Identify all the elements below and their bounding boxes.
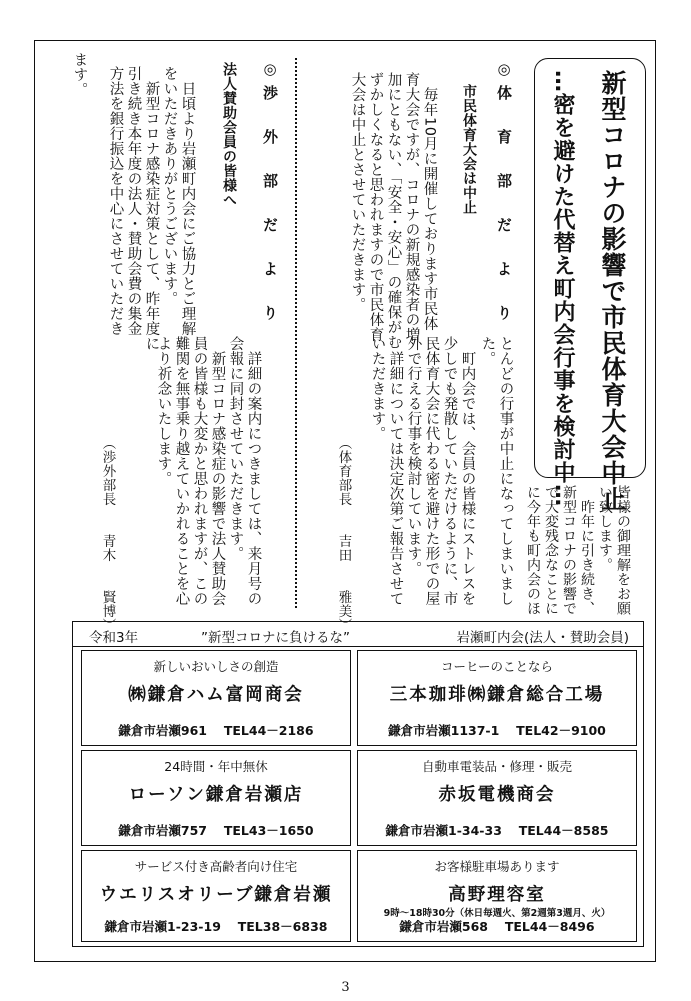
- taiiku-line: 育大会ですが、コロナの新規感染者の増: [403, 72, 420, 342]
- text-line: で大変残念なことに: [543, 485, 559, 616]
- shougai-line: をいただきありがとうございます。: [161, 66, 178, 306]
- sponsor-header-slogan: ”新型コロナに負けるな”: [201, 630, 350, 646]
- shougai-line: 会報に同封させていただきます。: [227, 336, 244, 561]
- sponsor-name: ローソン鎌倉岩瀬店: [128, 785, 304, 805]
- taiiku-top-right: [616, 485, 630, 616]
- taiiku-line: 毎年10月に開催しております市民体: [421, 72, 438, 332]
- sponsor-name: 三本珈琲㈱鎌倉総合工場: [389, 685, 605, 705]
- taiiku-mid-line: 民体育大会に代わる密を避けた形での屋: [423, 336, 440, 606]
- main-title: 新型コロナの影響で市民体育大会中止: [598, 70, 627, 512]
- sponsor-cell: [357, 850, 637, 942]
- shougai-subheading: 法人賛助会員の皆様へ: [221, 62, 237, 207]
- sponsor-contact: 鎌倉市岩瀬1-23-19 TEL38－6838: [104, 919, 328, 934]
- taiiku-mid-line: いただきます。: [369, 336, 386, 441]
- shougai-line: 日頃より岩瀬町内会にご協力とご理解: [179, 66, 196, 336]
- shougai-line: 引き続き本年度の法人・賛助会費の集金: [125, 66, 142, 336]
- taiiku-top-right: [580, 485, 594, 616]
- taiiku-mid-line: た。: [479, 336, 496, 366]
- sponsor-hours: 9時～18時30分（休日毎週火、第2週第3週月、火）: [383, 908, 611, 919]
- taiiku-mid-line: とんどの行事が中止になってしまいまし: [497, 336, 514, 606]
- sponsor-contact: 鎌倉市岩瀬961 TEL44－2186: [118, 723, 314, 738]
- shougai-heading: ◎渉 外 部 だ よ り: [261, 60, 279, 327]
- shougai-line: 詳細の案内につきましては、来月号の: [245, 336, 262, 606]
- page-number: 3: [341, 980, 350, 995]
- taiiku-top-right: [598, 485, 612, 572]
- sponsor-cell: [81, 650, 351, 746]
- sponsor-contact: 鎌倉市岩瀬757 TEL43－1650: [118, 823, 314, 838]
- taiiku-top-right: [526, 485, 540, 616]
- taiiku-line: 大会は中止とさせていただきます。: [349, 72, 366, 312]
- sponsor-tagline: 24時間・年中無休: [164, 759, 268, 774]
- taiiku-line: 加にともない、「安全・安心」の確保がむ: [385, 72, 402, 350]
- sub-title: …密を避けた代替え町内会行事を検討中…: [550, 70, 575, 507]
- text-line: 新型コロナの影響で: [561, 485, 577, 616]
- shougai-line: より祈念いたします。: [155, 336, 172, 486]
- shougai-line: 新型コロナ感染症対策として、昨年度に: [143, 66, 160, 351]
- shougai-line: 難関を無事乗り越えていかれることを心: [173, 336, 190, 606]
- sponsor-contact: 鎌倉市岩瀬1-34-33 TEL44－8585: [385, 823, 609, 838]
- shougai-line: 員の皆様も大変かと思われますが、この: [191, 336, 208, 606]
- taiiku-mid-line: 町内会では、会員の皆様にストレスを: [459, 336, 476, 606]
- sponsor-contact: 鎌倉市岩瀬568 TEL44－8496: [399, 919, 595, 934]
- taiiku-mid-line: 詳細については決定次第ご報告させて: [387, 336, 404, 606]
- sponsor-tagline: サービス付き高齢者向け住宅: [134, 859, 298, 874]
- sponsor-name: 高野理容室: [448, 885, 546, 905]
- shougai-line: 方法を銀行振込を中心にさせていただき: [107, 66, 124, 336]
- taiiku-top-right: [562, 485, 576, 616]
- taiiku-subheading: 市民体育大会は中止: [461, 84, 477, 215]
- shougai-line: 新型コロナ感染症の影響で法人賛助会: [209, 336, 226, 606]
- sponsor-name: ㈱鎌倉ハム富岡商会: [128, 685, 304, 705]
- sponsor-cell: [81, 850, 351, 942]
- sponsor-panel: [72, 621, 644, 947]
- sponsor-cell: [357, 750, 637, 846]
- taiiku-mid-line: 少しでも発散していただけるように、市: [441, 336, 458, 606]
- text-line: 皆様の御理解をお願: [615, 485, 631, 616]
- sponsor-tagline: コーヒーのことなら: [440, 659, 553, 674]
- taiiku-line: ずかしくなると思われますので市民体育: [367, 72, 384, 342]
- sponsor-name: 赤坂電機商会: [438, 785, 556, 805]
- sponsor-cell: [357, 650, 637, 746]
- sponsor-header-year: 令和3年: [89, 630, 139, 646]
- sponsor-tagline: 新しいおいしさの創造: [153, 659, 279, 674]
- sponsor-contact: 鎌倉市岩瀬1137-1 TEL42－9100: [388, 723, 606, 738]
- shougai-signature: （渉外部長 青木 賢博）: [99, 436, 116, 632]
- taiiku-mid-line: 外で行える行事を検討しています。: [405, 336, 422, 576]
- sponsor-tagline: お客様駐車場あります: [434, 859, 560, 874]
- shougai-line: ます。: [71, 52, 88, 97]
- taiiku-heading: ◎体 育 部 だ よ り: [495, 60, 513, 327]
- sponsor-tagline: 自動車電装品・修理・販売: [421, 759, 572, 774]
- sponsor-cell: [81, 750, 351, 846]
- text-line: 昨年に引き続き、: [579, 485, 595, 616]
- text-line: に今年も町内会のほ: [525, 485, 541, 616]
- sponsor-header: [73, 622, 643, 647]
- section-divider: [295, 58, 297, 608]
- taiiku-top-right: [544, 485, 558, 616]
- taiiku-signature: （体育部長 吉田 雅美）: [335, 436, 352, 632]
- sponsor-header-org: 岩瀬町内会(法人・賛助会員): [456, 630, 629, 646]
- sponsor-name: ウエリスオリーブ鎌倉岩瀬: [99, 885, 333, 905]
- text-line: い致します。: [597, 485, 613, 572]
